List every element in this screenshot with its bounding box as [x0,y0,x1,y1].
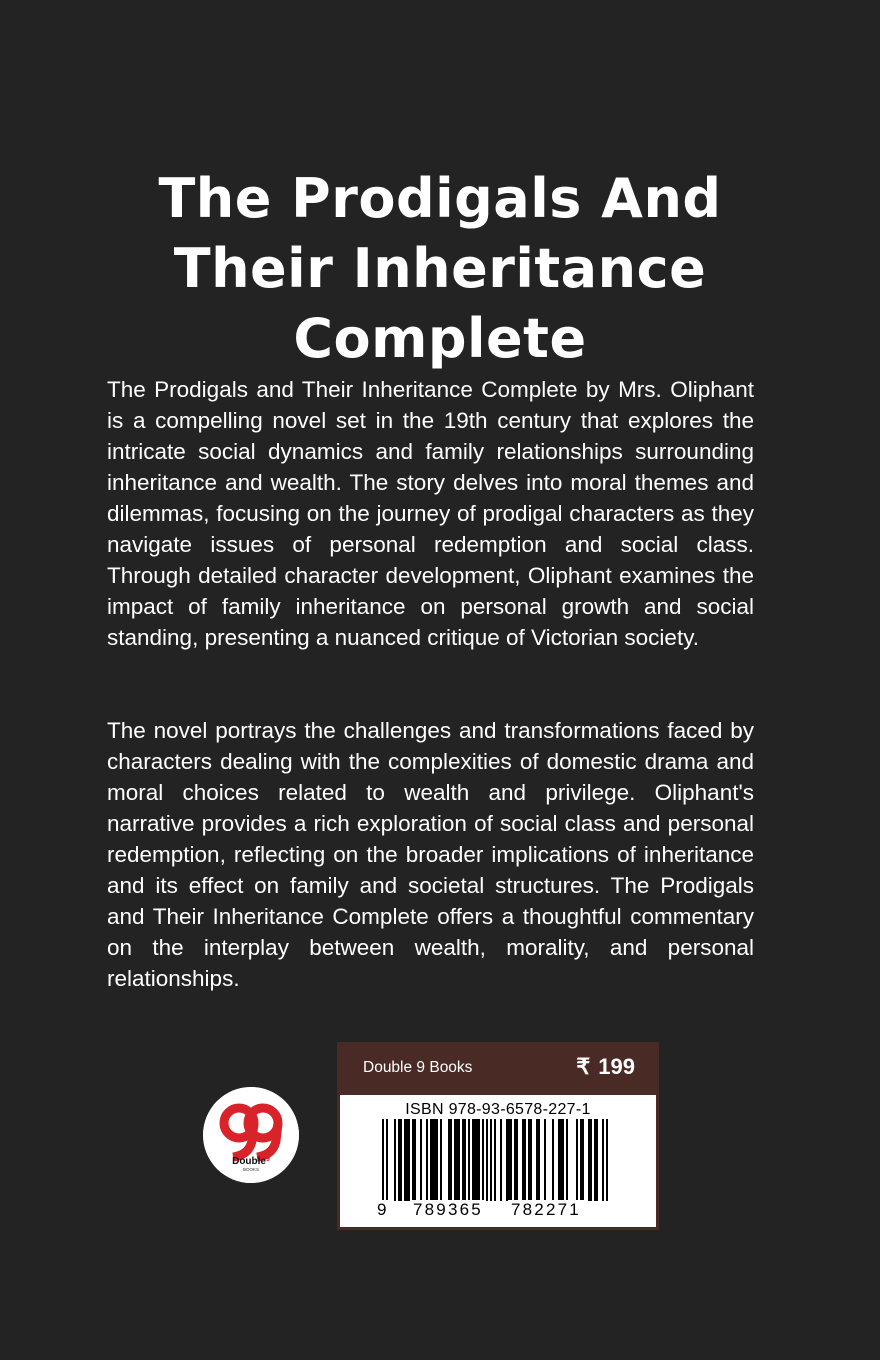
barcode-bar [500,1119,502,1201]
barcode-bars [382,1119,608,1211]
barcode-bar [426,1119,428,1201]
publisher-logo [203,1087,299,1183]
barcode-bar [536,1119,538,1201]
barcode-bar [412,1119,414,1201]
barcode-digits-right: 782271 [508,1200,584,1220]
barcode-bar [560,1119,562,1201]
barcode-bar [596,1119,598,1201]
blurb-paragraph-2: The novel portrays the challenges and transformations faced by characters dealing with the complexities of domestic drama and moral choices related to wealth and privilege. Oliphant's narrative provides a rich exploration of social class and personal redemption, reflecting on the broader implications of inheritance and its effect on family and societal structures. The Prodigals and Their Inheritance Complete offers a thoughtful commentary on the interplay between wealth, morality, and personal relationships. [107,718,754,991]
barcode-panel [337,1042,659,1230]
logo-subtext: BOOKS [242,1167,260,1172]
barcode-bar [398,1119,400,1201]
barcode-bar [566,1119,568,1211]
barcode-bar [590,1119,592,1201]
barcode-bar [490,1119,492,1201]
barcode-bar [562,1119,564,1201]
barcode-bar [514,1119,516,1201]
barcode-bar [522,1119,524,1201]
barcode-bar [544,1119,546,1201]
price-tag [576,1054,635,1080]
barcode-bar [576,1119,578,1201]
barcode-bar [486,1119,488,1201]
barcode-bar [506,1119,508,1201]
barcode-bar [516,1119,518,1201]
barcode-bar [436,1119,438,1201]
barcode-bar [508,1119,510,1201]
barcode-bar [462,1119,464,1201]
barcode-bar [510,1119,512,1201]
barcode-bar [606,1119,608,1201]
barcode-bar [552,1119,554,1201]
barcode-bar [408,1119,410,1201]
title-line-2: Their Inheritance [173,237,707,301]
barcode-bar [472,1119,474,1211]
barcode-bar [478,1119,480,1211]
barcode-bar [588,1119,590,1201]
barcode-digits-left: 789365 [410,1200,486,1220]
barcode-bar [434,1119,436,1201]
barcode-bar [406,1119,408,1201]
barcode-bar [400,1119,402,1201]
barcode-area [340,1095,656,1227]
double9-books-logo-icon [203,1087,299,1183]
barcode-header [337,1042,659,1094]
barcode-bar [454,1119,456,1201]
price-value: 199 [598,1054,635,1079]
barcode-bar [394,1119,396,1201]
barcode-bar [440,1119,442,1201]
barcode-bar [382,1119,384,1211]
barcode-digits [340,1200,656,1222]
isbn-label: ISBN 978-93-6578-227-1 [405,1101,591,1118]
barcode-bar [580,1119,582,1201]
logo-wordmark: Double$^9$ [232,1156,270,1167]
barcode-bar [420,1119,422,1201]
barcode-bar [524,1119,526,1201]
barcode-bar [474,1119,476,1211]
barcode-bar [602,1119,604,1201]
barcode-bar [464,1119,466,1201]
blurb-paragraph-1: The Prodigals and Their Inheritance Complete by Mrs. Oliphant is a compelling novel set in the 19th century that explores the intricate social dynamics and family relationships surrounding inheritance and wealth. The story delves into moral themes and dilemmas, focusing on the journey of prodigal characters as they navigate issues of personal redemption and social class. Through detailed character development, Oliphant examines the impact of family inheritance on personal growth and social standing, presenting a nuanced critique of Victorian society. [107,377,754,650]
barcode-digit-first: 9 [374,1200,392,1220]
barcode-bar [414,1119,416,1201]
title-line-1: The Prodigals And [158,167,722,231]
barcode-bar [538,1119,540,1201]
barcode-bar [450,1119,452,1201]
barcode-bar [494,1119,496,1201]
title-line-3: Complete [293,307,587,371]
barcode-bar [430,1119,432,1201]
barcode-bar [528,1119,530,1201]
barcode-bar [582,1119,584,1201]
barcode-bar [482,1119,484,1201]
barcode-bar [594,1119,596,1201]
barcode-bar [404,1119,406,1201]
book-title [100,164,780,374]
barcode-bar [468,1119,470,1201]
rupee-symbol: ₹ [576,1054,591,1079]
barcode-bar [432,1119,434,1201]
barcode-bar [476,1119,478,1211]
publisher-name: Double 9 Books [363,1059,473,1076]
barcode-bar [458,1119,460,1201]
barcode-bar [448,1119,450,1201]
barcode-bar [456,1119,458,1201]
barcode-bar [386,1119,388,1211]
barcode-bar [530,1119,532,1201]
barcode-bar [558,1119,560,1201]
